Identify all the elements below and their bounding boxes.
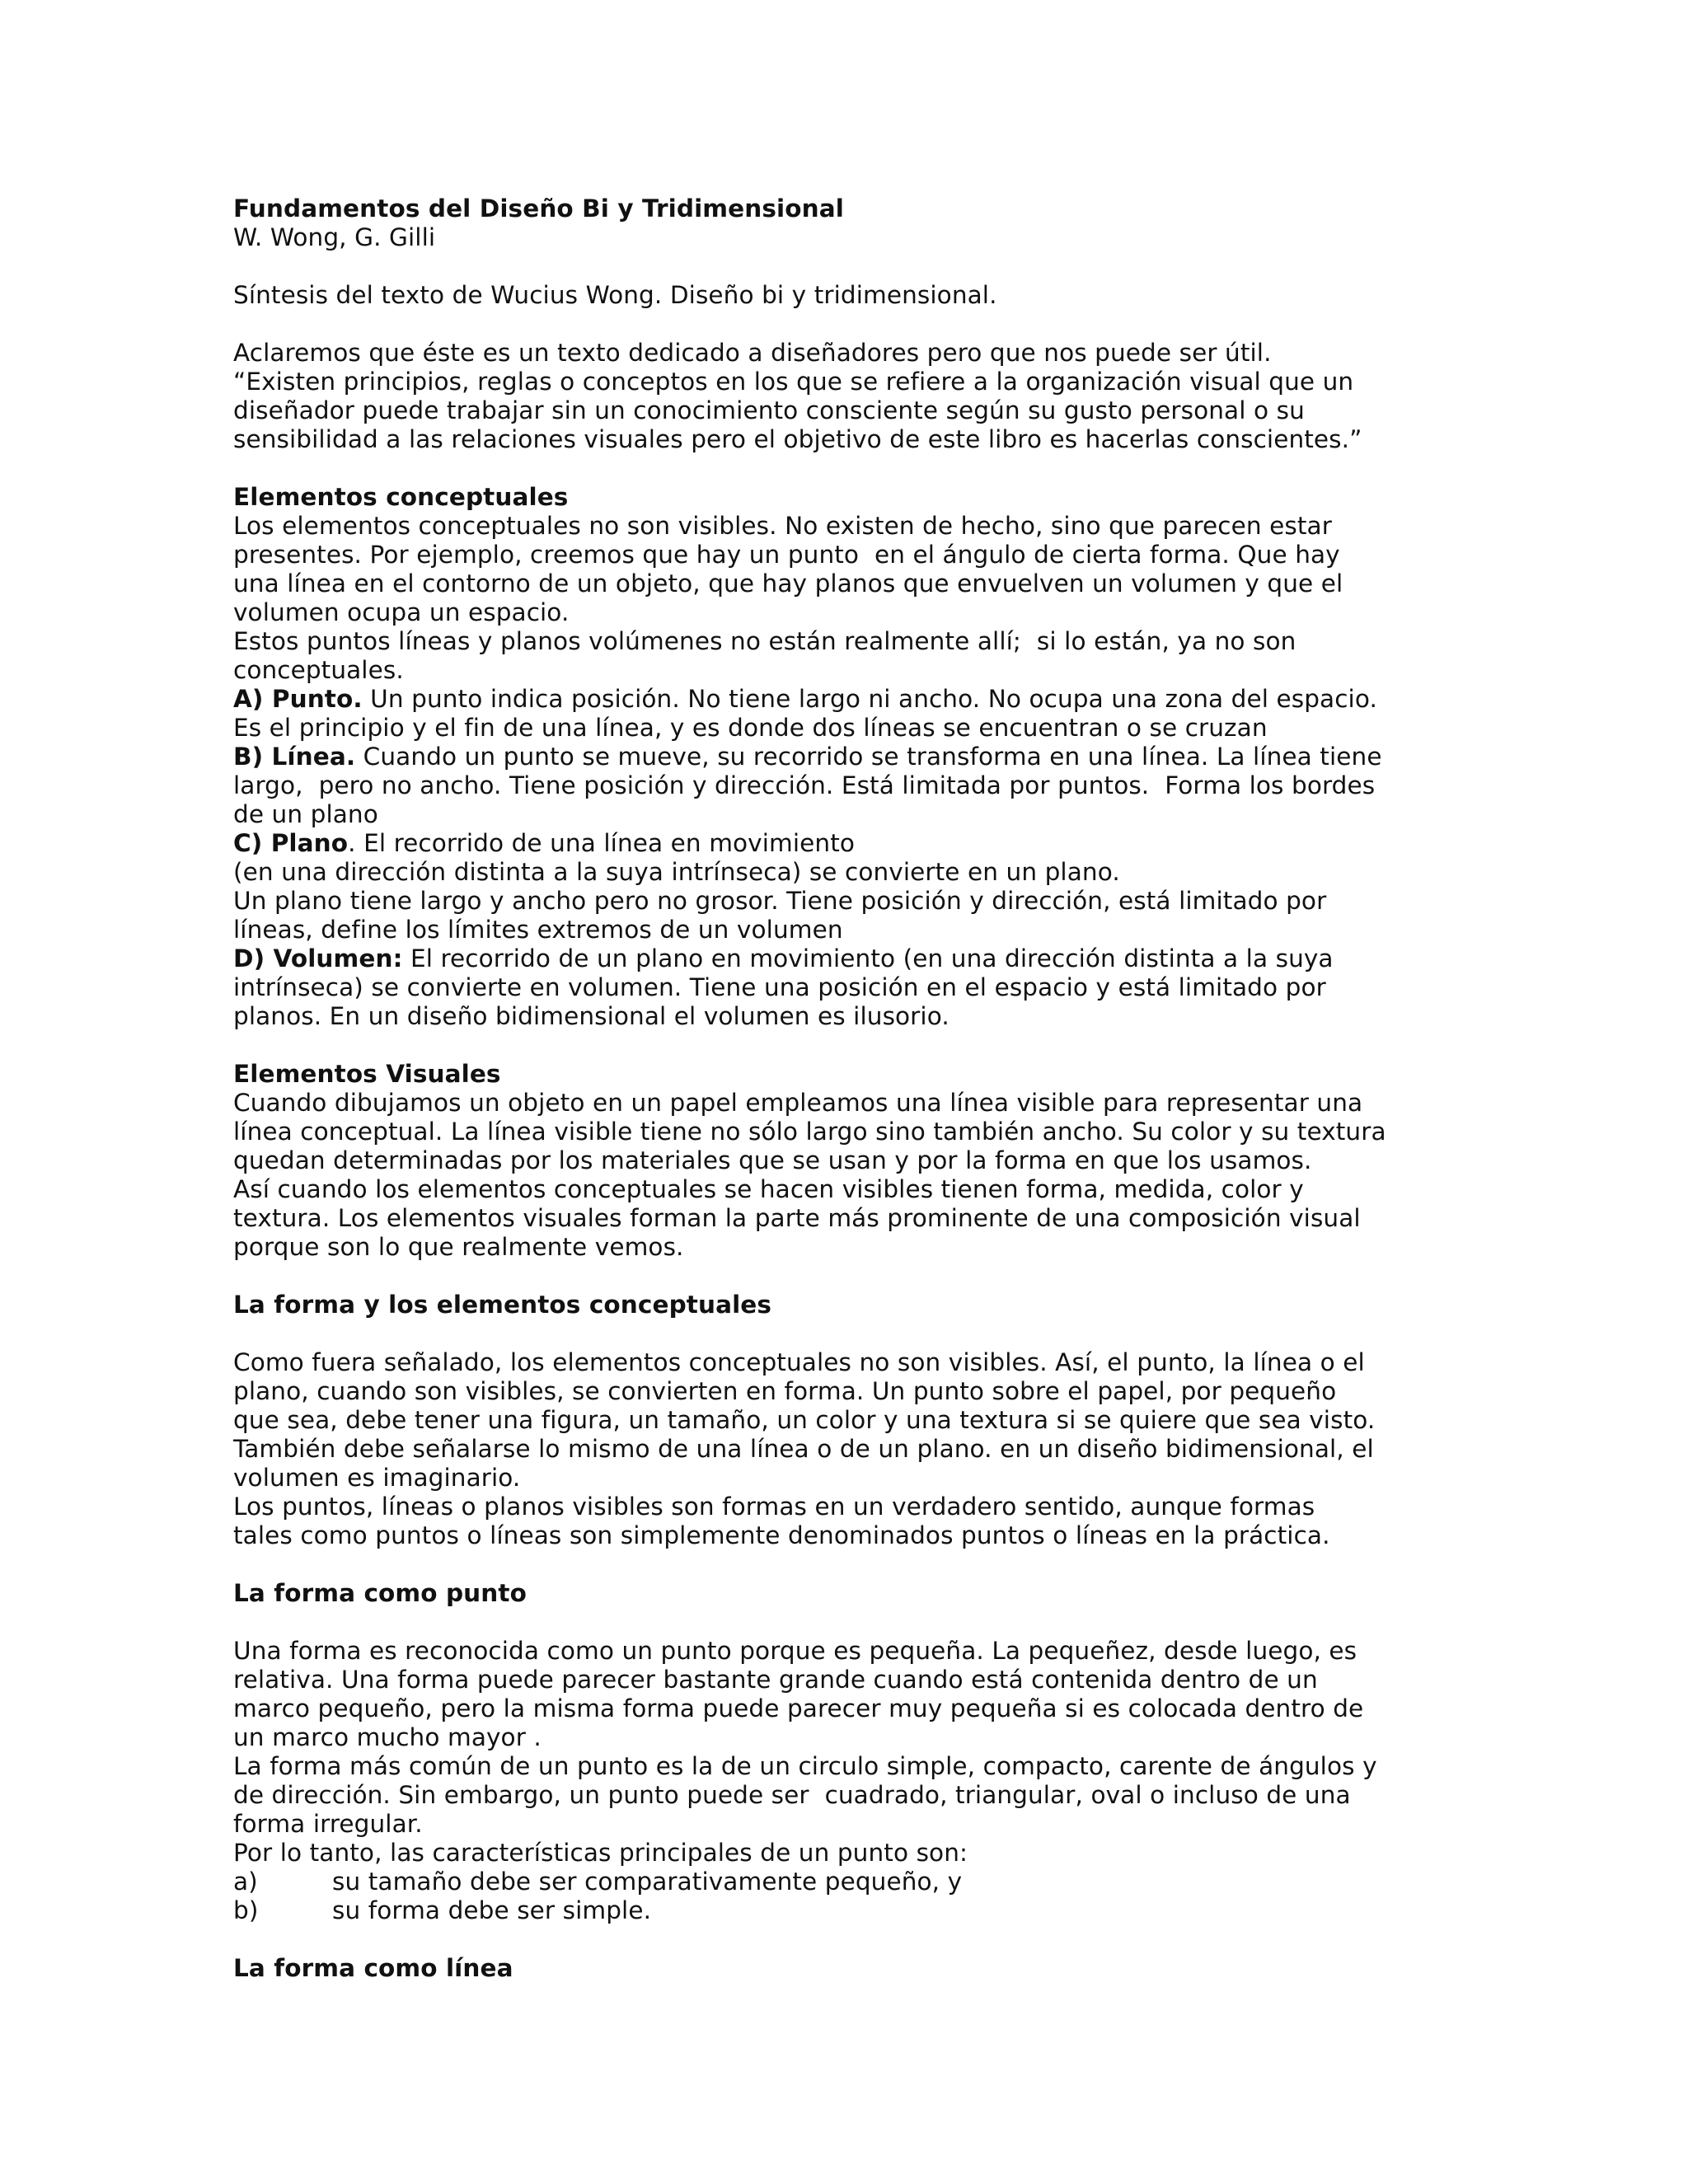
intro-line: sensibilidad a las relaciones visuales pero el objetivo de este libro es hacerlas conscientes.” — [233, 425, 1362, 453]
spacer — [233, 1925, 1420, 1954]
form-point-line: un marco mucho mayor . — [233, 1723, 542, 1751]
plane-definition-cont: (en una dirección distinta a la suya intrínseca) se convierte en un plano. — [233, 858, 1120, 886]
form-conceptual-line: También debe señalarse lo mismo de una línea o de un plano. en un diseño bidimensional, el — [233, 1435, 1374, 1463]
document-title: Fundamentos del Diseño Bi y Tridimensional — [233, 194, 844, 223]
section-heading-form-line: La forma como línea — [233, 1954, 513, 1982]
conceptual-line: volumen ocupa un espacio. — [233, 598, 570, 626]
form-point-line: La forma más común de un punto es la de un circulo simple, compacto, carente de ángulos y — [233, 1752, 1377, 1780]
form-point-line: de dirección. Sin embargo, un punto puede ser cuadrado, triangular, oval o incluso de una — [233, 1781, 1351, 1809]
form-point-line: marco pequeño, pero la misma forma puede parecer muy pequeña si es colocada dentro de — [233, 1694, 1364, 1722]
point-text: Un punto indica posición. No tiene largo ni ancho. No ocupa una zona del espacio. — [362, 685, 1377, 713]
point-definition-cont: Es el principio y el fin de una línea, y es donde dos líneas se encuentran o se cruzan — [233, 714, 1268, 742]
line-definition — [233, 743, 1420, 771]
spacer — [233, 1031, 1420, 1060]
spacer — [233, 310, 1420, 339]
spacer — [233, 1608, 1420, 1637]
form-conceptual-line: volumen es imaginario. — [233, 1464, 521, 1492]
conceptual-line: Los elementos conceptuales no son visibles. No existen de hecho, sino que parecen estar — [233, 512, 1332, 540]
intro-line: “Existen principios, reglas o conceptos en los que se refiere a la organización visual que un — [233, 368, 1354, 396]
synthesis-line: Síntesis del texto de Wucius Wong. Diseño bi y tridimensional. — [233, 281, 997, 309]
form-conceptual-line: Como fuera señalado, los elementos conceptuales no son visibles. Así, el punto, la línea o el — [233, 1348, 1365, 1376]
visual-line: Así cuando los elementos conceptuales se hacen visibles tienen forma, medida, color y — [233, 1175, 1304, 1203]
point-label: A) Punto. — [233, 685, 363, 713]
list-item-text: su tamaño debe ser comparativamente pequeño, y — [332, 1868, 963, 1896]
intro-line: Aclaremos que éste es un texto dedicado a diseñadores pero que nos puede ser útil. — [233, 339, 1272, 367]
line-text: Cuando un punto se mueve, su recorrido se transforma en una línea. La línea tiene — [355, 743, 1382, 771]
list-item-label: b) — [233, 1896, 259, 1924]
document-page — [233, 194, 1420, 1983]
spacer — [233, 454, 1420, 483]
plane-definition-cont: líneas, define los límites extremos de un volumen — [233, 916, 843, 944]
visual-line: quedan determinadas por los materiales que se usan y por la forma en que los usamos. — [233, 1146, 1312, 1174]
section-heading-conceptual: Elementos conceptuales — [233, 483, 569, 511]
spacer — [233, 1262, 1420, 1291]
conceptual-line: Estos puntos líneas y planos volúmenes no están realmente allí; si lo están, ya no son — [233, 627, 1296, 655]
plane-text: . El recorrido de una línea en movimiento — [348, 829, 856, 857]
document-authors: W. Wong, G. Gilli — [233, 223, 436, 251]
spacer — [233, 252, 1420, 281]
form-point-line: Por lo tanto, las características principales de un punto son: — [233, 1839, 968, 1867]
list-item-label: a) — [233, 1868, 258, 1896]
list-item-text: su forma debe ser simple. — [332, 1896, 652, 1924]
line-label: B) Línea. — [233, 743, 356, 771]
visual-line: textura. Los elementos visuales forman la parte más prominente de una composición visual — [233, 1204, 1361, 1232]
conceptual-line: conceptuales. — [233, 656, 404, 684]
plane-definition — [233, 829, 1420, 858]
section-heading-form-point: La forma como punto — [233, 1579, 527, 1607]
list-item — [233, 1896, 1420, 1925]
conceptual-line: una línea en el contorno de un objeto, que hay planos que envuelven un volumen y que el — [233, 569, 1343, 598]
visual-line: porque son lo que realmente vemos. — [233, 1233, 684, 1261]
section-heading-form-conceptual: La forma y los elementos conceptuales — [233, 1291, 772, 1319]
spacer — [233, 1319, 1420, 1348]
form-point-line: Una forma es reconocida como un punto porque es pequeña. La pequeñez, desde luego, es — [233, 1637, 1357, 1665]
visual-line: Cuando dibujamos un objeto en un papel empleamos una línea visible para representar una — [233, 1089, 1363, 1117]
volume-label: D) Volumen: — [233, 944, 403, 972]
form-conceptual-line: Los puntos, líneas o planos visibles son formas en un verdadero sentido, aunque formas — [233, 1493, 1315, 1521]
form-conceptual-line: tales como puntos o líneas son simplemente denominados puntos o líneas en la práctica. — [233, 1521, 1330, 1549]
volume-definition-cont: planos. En un diseño bidimensional el volumen es ilusorio. — [233, 1002, 950, 1030]
form-conceptual-line: plano, cuando son visibles, se convierten en forma. Un punto sobre el papel, por pequeño — [233, 1377, 1337, 1405]
plane-definition-cont: Un plano tiene largo y ancho pero no grosor. Tiene posición y dirección, está limitado por — [233, 887, 1327, 915]
spacer — [233, 1550, 1420, 1579]
form-conceptual-line: que sea, debe tener una figura, un tamaño, un color y una textura si se quiere que sea visto. — [233, 1406, 1376, 1434]
intro-line: diseñador puede trabajar sin un conocimiento consciente según su gusto personal o su — [233, 396, 1305, 424]
conceptual-line: presentes. Por ejemplo, creemos que hay un punto en el ángulo de cierta forma. Que hay — [233, 541, 1340, 569]
form-point-line: relativa. Una forma puede parecer bastante grande cuando está contenida dentro de un — [233, 1666, 1318, 1694]
plane-label: C) Plano — [233, 829, 349, 857]
volume-text: El recorrido de un plano en movimiento (en una dirección distinta a la suya — [402, 944, 1334, 972]
volume-definition — [233, 944, 1420, 973]
section-heading-visual: Elementos Visuales — [233, 1060, 501, 1088]
line-definition-cont: largo, pero no ancho. Tiene posición y dirección. Está limitada por puntos. Forma los bordes — [233, 771, 1376, 799]
visual-line: línea conceptual. La línea visible tiene no sólo largo sino también ancho. Su color y su textura — [233, 1118, 1386, 1146]
point-definition — [233, 685, 1420, 714]
list-item — [233, 1868, 1420, 1896]
form-point-line: forma irregular. — [233, 1810, 423, 1838]
line-definition-cont: de un plano — [233, 800, 378, 828]
volume-definition-cont: intrínseca) se convierte en volumen. Tiene una posición en el espacio y está limitado por — [233, 973, 1326, 1001]
